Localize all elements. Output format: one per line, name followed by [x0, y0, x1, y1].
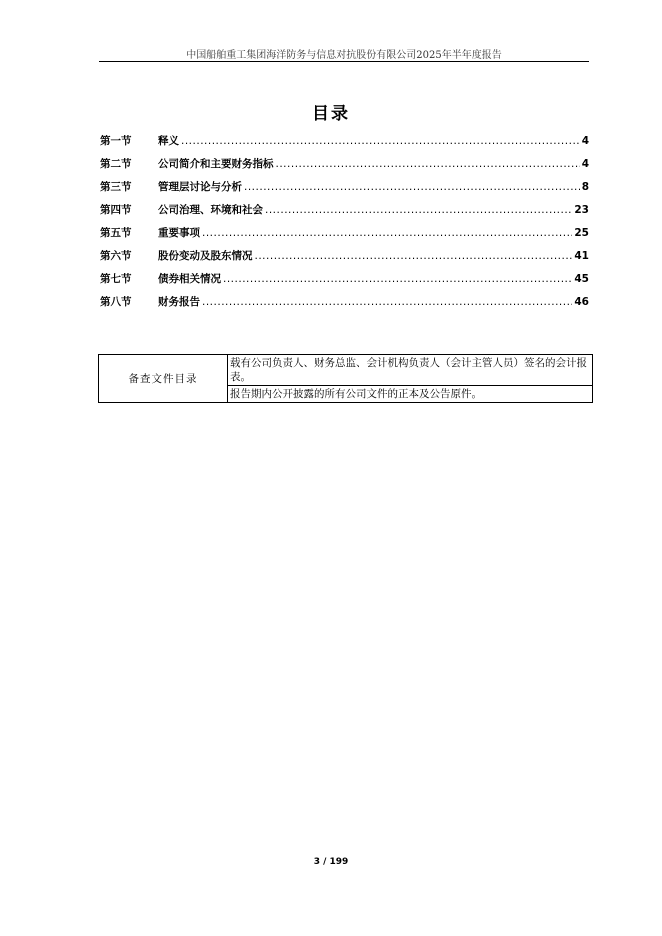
toc-entry-1[interactable] [100, 133, 589, 156]
toc-section-title: 股份变动及股东情况 [158, 250, 253, 262]
toc-section-number: 第三节 [100, 181, 132, 193]
toc-page-number: 45 [574, 273, 589, 285]
toc-page-number: 8 [581, 181, 589, 193]
toc-page-number: 41 [574, 250, 589, 262]
toc-title: 目录 [312, 104, 350, 124]
toc-section-number: 第一节 [100, 135, 132, 147]
reference-document-item: 载有公司负责人、财务总监、会计机构负责人（会计主管人员）签名的会计报表。 [228, 355, 593, 386]
toc-entry-2[interactable] [100, 156, 589, 179]
toc-section-title: 重要事项 [158, 227, 200, 239]
toc-leader-dots [223, 273, 572, 285]
page-header: 中国船舶重工集团海洋防务与信息对抗股份有限公司2025年半年度报告 [186, 50, 502, 61]
toc-entry-5[interactable] [100, 225, 589, 248]
toc-entry-3[interactable] [100, 179, 589, 202]
toc-entry-4[interactable] [100, 202, 589, 225]
toc-section-number: 第二节 [100, 158, 132, 170]
toc-leader-dots [276, 158, 580, 170]
toc-section-title: 释义 [158, 135, 179, 147]
table-of-contents [100, 133, 589, 317]
reference-documents-table [98, 354, 593, 403]
toc-leader-dots [202, 296, 572, 308]
toc-page-number: 23 [574, 204, 589, 216]
toc-entry-7[interactable] [100, 271, 589, 294]
toc-section-number: 第六节 [100, 250, 132, 262]
toc-page-number: 4 [581, 158, 589, 170]
toc-section-title: 管理层讨论与分析 [158, 181, 242, 193]
toc-section-title: 公司简介和主要财务指标 [158, 158, 274, 170]
toc-section-number: 第五节 [100, 227, 132, 239]
reference-document-item: 报告期内公开披露的所有公司文件的正本及公告原件。 [228, 386, 593, 403]
toc-entry-6[interactable] [100, 248, 589, 271]
toc-leader-dots [202, 227, 572, 239]
toc-leader-dots [255, 250, 573, 262]
toc-page-number: 46 [574, 296, 589, 308]
toc-leader-dots [181, 135, 580, 147]
reference-documents-heading: 备查文件目录 [99, 355, 228, 403]
toc-leader-dots [244, 181, 580, 193]
page-number: 3 / 199 [313, 857, 349, 867]
table-row [99, 355, 593, 386]
toc-page-number: 25 [574, 227, 589, 239]
toc-page-number: 4 [581, 135, 589, 147]
toc-leader-dots [265, 204, 572, 216]
header-divider [99, 61, 589, 62]
toc-section-number: 第四节 [100, 204, 132, 216]
toc-section-title: 财务报告 [158, 296, 200, 308]
toc-section-number: 第八节 [100, 296, 132, 308]
toc-section-title: 债券相关情况 [158, 273, 221, 285]
toc-entry-8[interactable] [100, 294, 589, 317]
toc-section-title: 公司治理、环境和社会 [158, 204, 263, 216]
toc-section-number: 第七节 [100, 273, 132, 285]
